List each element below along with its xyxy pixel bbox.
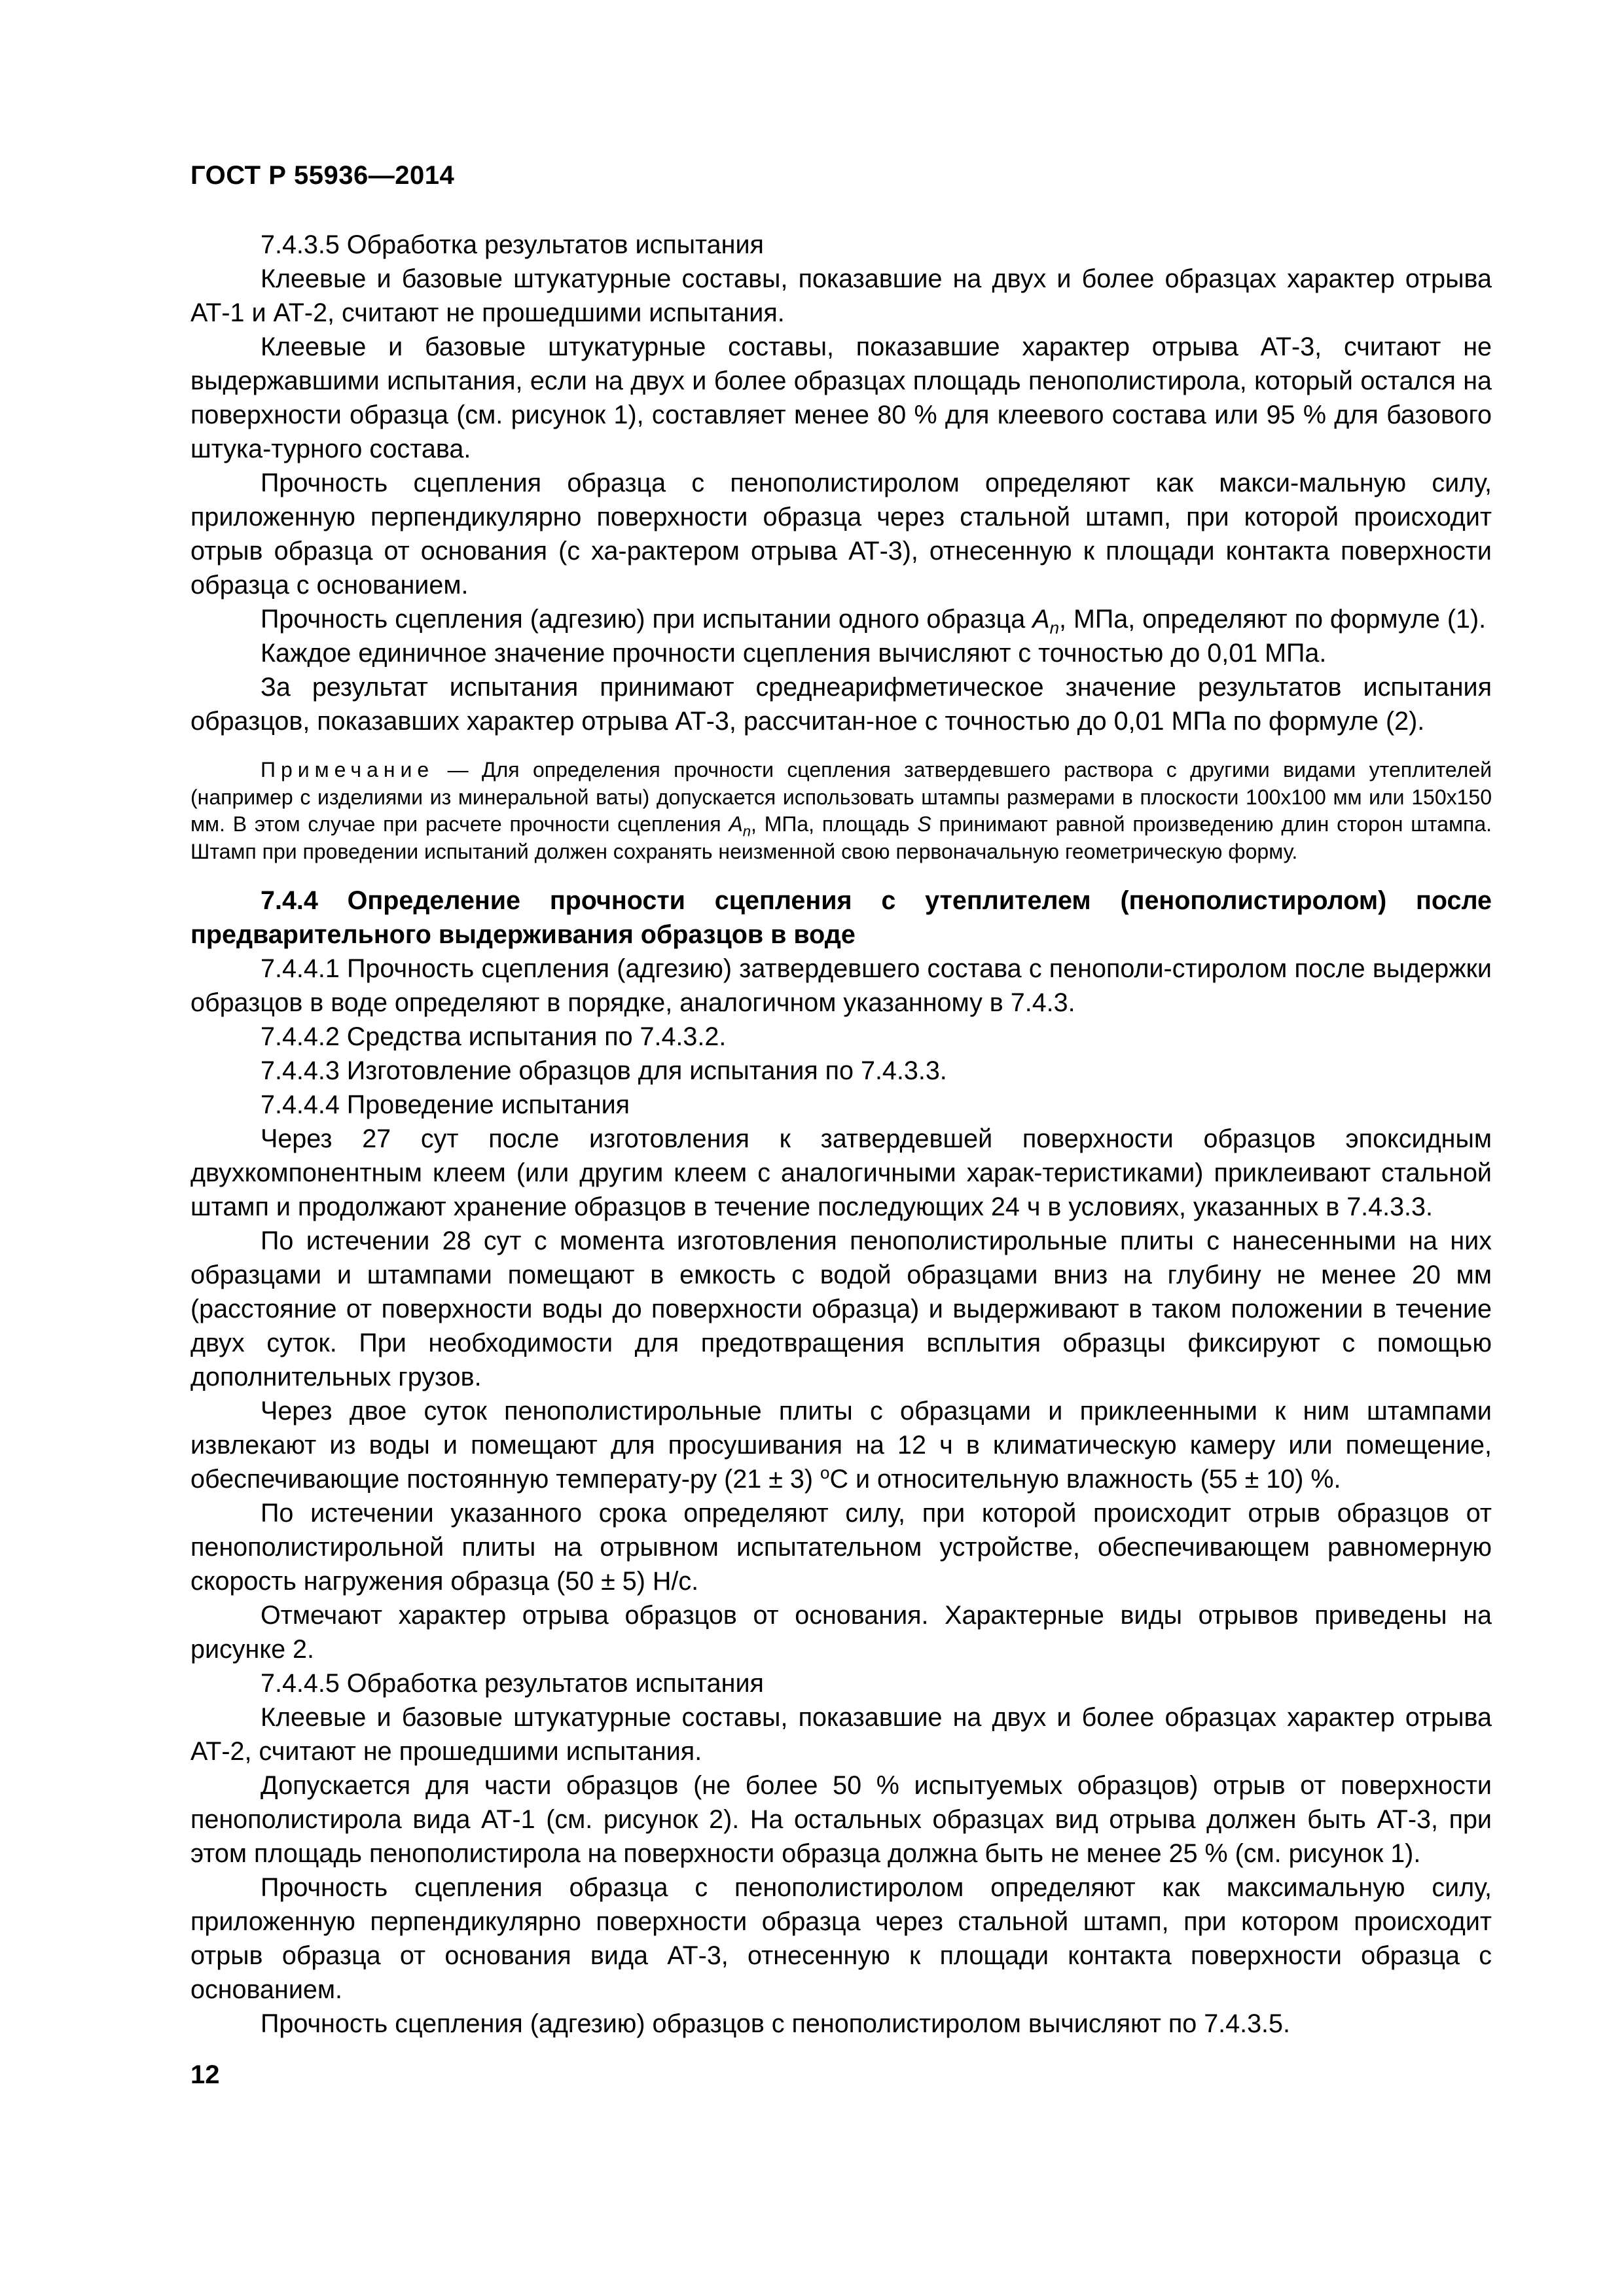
paragraph-failure-modes: Отмечают характер отрыва образцов от основания. Характерные виды отрывов приведены на рисунке 2.: [190, 1601, 1492, 1664]
paragraph-7-4-4-1: 7.4.4.1 Прочность сцепления (адгезию) затвердевшего состава с пенополи-стиролом после выдержки образцов в воде определяют в порядке, аналогичном указанному в 7.4.3.: [190, 954, 1492, 1017]
variable-s: S: [917, 812, 931, 836]
paragraph-failed-at3: Клеевые и базовые штукатурные составы, показавшие характер отрыва АТ-3, считают не выдержавшими испытания, если на двух и более образцах площадь пенополистирола, который остался на поверхности образца (см. рисунок 1), составляет менее 80 % для клеевого состава или 95 % для базового штука-турного состава.: [190, 332, 1492, 463]
paragraph-drying: [190, 1394, 1492, 1496]
paragraph-water-immersion: По истечении 28 сут с момента изготовления пенополистирольные плиты с нанесенными на них образцами и штампами помещают в емкость с водой образцами вниз на глубину не менее 20 мм (расстояние от поверхности воды до поверхности образца) и выдерживают в таком положении в течение двух суток. При необходимости для предотвращения всплытия образцы фиксируют с помощью дополнительных грузов.: [190, 1227, 1492, 1391]
section-heading-7-4-4: 7.4.4 Определение прочности сцепления с утеплителем (пенополистиролом) после предварительного выдерживания образцов в воде: [190, 886, 1492, 949]
paragraph-calculation-ref: Прочность сцепления (адгезию) образцов с пенополистиролом вычисляют по 7.4.3.5.: [261, 2009, 1290, 2038]
paragraph-7-4-4-4-title: 7.4.4.4 Проведение испытания: [261, 1090, 630, 1119]
paragraph-7-4-4-5-title: 7.4.4.5 Обработка результатов испытания: [261, 1669, 764, 1698]
paragraph-7-4-4-3: 7.4.4.3 Изготовление образцов для испытания по 7.4.3.3.: [261, 1056, 947, 1085]
document-body: [190, 228, 1492, 2041]
paragraph-test-result: За результат испытания принимают среднеарифметическое значение результатов испытания образцов, показавших характер отрыва АТ-3, рассчитан-ное с точностью до 0,01 МПа по формуле (2).: [190, 673, 1492, 736]
paragraph-adhesion-definition: Прочность сцепления образца с пенополистиролом определяют как макси-мальную силу, приложенную перпендикулярно поверхности образца через стальной штамп, при которой происходит отрыв образца от основания (с ха-рактером отрыва АТ-3), отнесенную к площади контакта поверхности образца с основанием.: [190, 469, 1492, 600]
note-text: принимают равной произведению длин сторон штампа. Штамп при проведении испытаний должен сохранять неизменной свою первоначальную геометрическую форму.: [190, 812, 1492, 863]
paragraph-failed-at2: Клеевые и базовые штукатурные составы, показавшие на двух и более образцах характер отрыва АТ-2, считают не прошедшими испытания.: [190, 1703, 1492, 1766]
paragraph-text: , МПа, определяют по формуле (1).: [1059, 605, 1487, 634]
paragraph-gluing-stamp: Через 27 сут после изготовления к затвердевшей поверхности образцов эпоксидным двухкомпонентным клеем (или другим клеем с аналогичными харак-теристиками) приклеивают стальной штамп и продолжают хранение образцов в течение последующих 24 ч в условиях, указанных в 7.4.3.3.: [190, 1124, 1492, 1221]
document-code-header: ГОСТ Р 55936—2014: [190, 161, 455, 190]
note-label: Примечание: [261, 758, 435, 781]
paragraph-7-4-3-5-title: 7.4.3.5 Обработка результатов испытания: [261, 230, 764, 259]
variable-subscript-n: n: [1049, 617, 1060, 637]
paragraph-adhesion-formula-ref: [190, 602, 1492, 636]
paragraph-failed-at1-at2: Клеевые и базовые штукатурные составы, показавшие на двух и более образцах характер отрыва АТ-1 и АТ-2, считают не прошедшими испытания.: [190, 264, 1492, 327]
paragraph-text: Прочность сцепления (адгезию) при испытании одного образца: [261, 605, 1033, 634]
paragraph-allowed-at1: Допускается для части образцов (не более 50 % испытуемых образцов) отрыв от поверхности пенополистирола вида АТ-1 (см. рисунок 2). На остальных образцах вид отрыва должен быть АТ-3, при этом площадь пенополистирола на поверхности образца должна быть не менее 25 % (см. рисунок 1).: [190, 1771, 1492, 1868]
note-text: , МПа, площадь: [751, 812, 918, 836]
paragraph-precision: Каждое единичное значение прочности сцепления вычисляют с точностью до 0,01 МПа.: [261, 639, 1327, 668]
page-number: 12: [190, 2060, 220, 2089]
paragraph-text: С и относительную влажность (55 ± 10) %.: [829, 1465, 1341, 1494]
variable-a: A: [1032, 605, 1050, 634]
paragraph-7-4-4-2: 7.4.4.2 Средства испытания по 7.4.3.2.: [261, 1022, 727, 1051]
paragraph-text: Через двое суток пенополистирольные плиты с образцами и приклеенными к ним штампами извлекают из воды и помещают для просушивания на 12 ч в климатическую камеру или помещение, обеспечивающие постоянную температу-ру (21 ± 3): [190, 1397, 1492, 1494]
note-text: — Для определения прочности сцепления затвердевшего раствора с другими видами утеплителей (например с изделиями из минеральной ваты) допускается использовать штампы размерами в плоскости 100х100 мм или 150х150 мм. В этом случае при расчете прочности сцепления: [190, 758, 1492, 836]
variable-subscript-n: n: [742, 823, 751, 840]
note-block: [190, 757, 1492, 865]
paragraph-pull-off-force: По истечении указанного срока определяют силу, при которой происходит отрыв образцов от пенополистирольной плиты на отрывном испытательном устройстве, обеспечивающем равномерную скорость нагружения образца (50 ± 5) Н/с.: [190, 1499, 1492, 1596]
paragraph-adhesion-definition-2: Прочность сцепления образца с пенополистиролом определяют как максимальную силу, приложенную перпендикулярно поверхности образца через стальной штамп, при котором происходит отрыв образца от основания вида АТ-3, отнесенную к площади контакта поверхности образца с основанием.: [190, 1873, 1492, 2004]
variable-a: A: [729, 812, 743, 836]
degree-superscript: о: [820, 1462, 830, 1482]
